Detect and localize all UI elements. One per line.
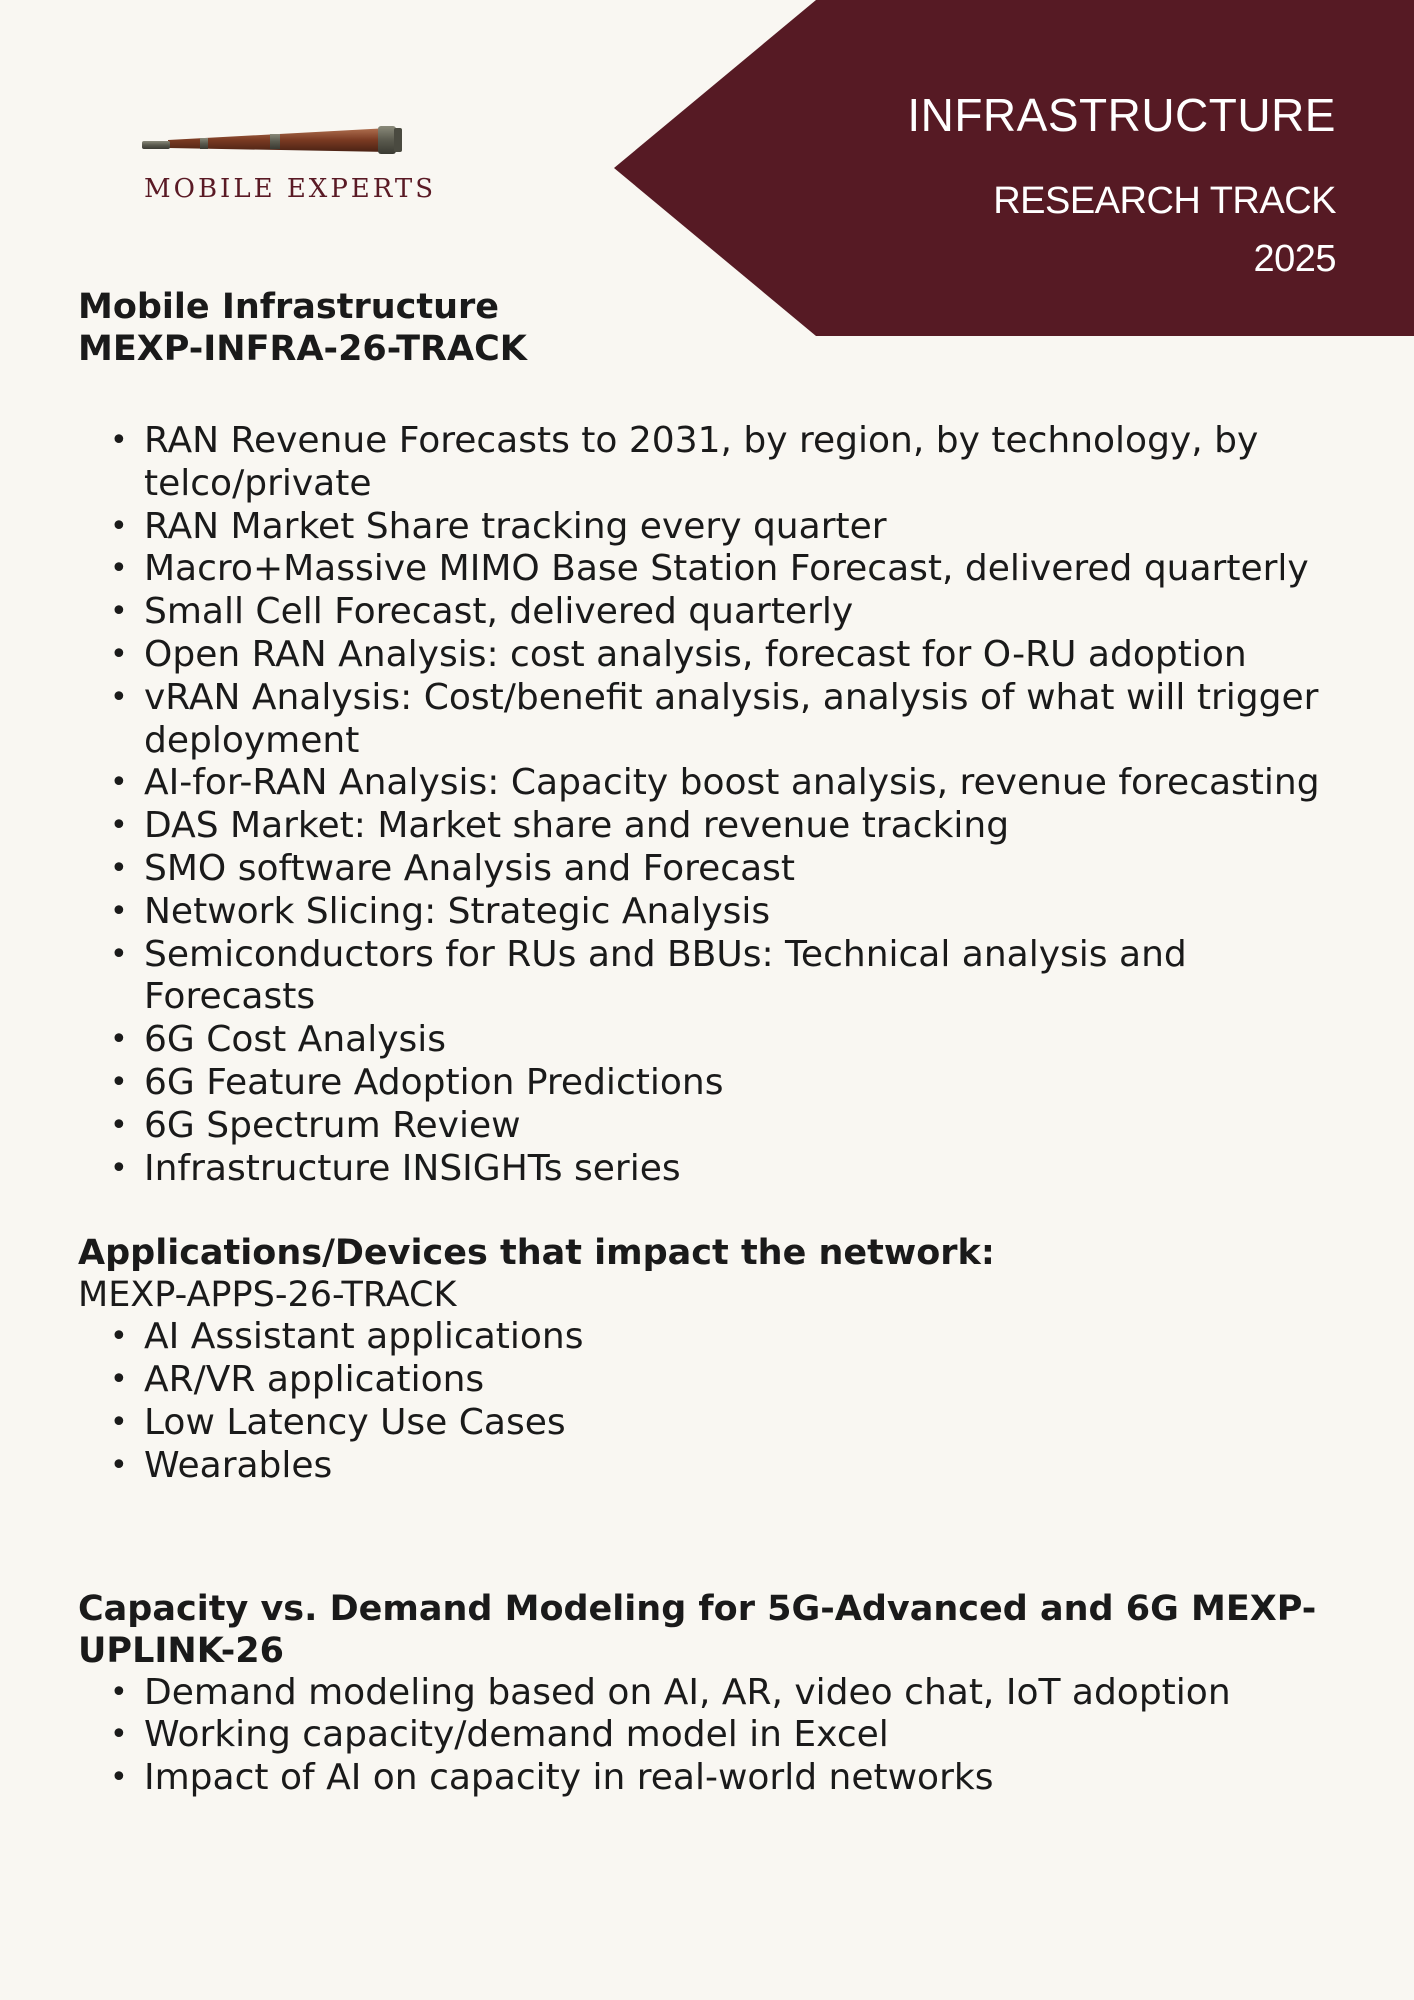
banner-title: INFRASTRUCTURE [907,89,1336,141]
logo [140,118,437,218]
list-item: • AR/VR applications [144,1359,1338,1402]
list-item: • AI Assistant applications [144,1316,1338,1359]
list-item: • 6G Feature Adoption Predictions [144,1062,1338,1105]
list-item: • Working capacity/demand model in Excel [144,1714,1338,1757]
bullet-list [78,1316,1338,1487]
list-item: • Demand modeling based on AI, AR, video chat, IoT adoption [144,1672,1338,1715]
list-item: • Impact of AI on capacity in real-world networks [144,1757,1338,1800]
section-code: MEXP-INFRA-26-TRACK [78,329,527,369]
logo-text: MOBILE EXPERTS [144,174,437,204]
list-item: • vRAN Analysis: Cost/benefit analysis, analysis of what will trigger deployment [144,677,1338,763]
list-item: • Open RAN Analysis: cost analysis, forecast for O-RU adoption [144,634,1338,677]
section-title: Mobile Infrastructure [78,287,500,327]
bullet-list [78,1672,1338,1800]
bullet-list [78,420,1338,1190]
section-code: MEXP-APPS-26-TRACK [78,1275,457,1316]
list-item: • Wearables [144,1445,1338,1488]
section-capacity-demand [78,1588,1338,1800]
list-item: • 6G Spectrum Review [144,1105,1338,1148]
list-item: • Network Slicing: Strategic Analysis [144,891,1338,934]
list-item: • Semiconductors for RUs and BBUs: Technical analysis and Forecasts [144,934,1338,1020]
list-item: • Infrastructure INSIGHTs series [144,1148,1338,1191]
list-item: • RAN Market Share tracking every quarter [144,506,1338,549]
list-item: • AI-for-RAN Analysis: Capacity boost analysis, revenue forecasting [144,762,1338,805]
section-title: Capacity vs. Demand Modeling for 5G-Advanced and 6G MEXP-UPLINK-26 [78,1588,1317,1671]
main-content [78,286,1338,1800]
banner-subtitle: RESEARCH TRACK [993,180,1336,222]
banner-year: 2025 [1253,238,1336,280]
list-item: • Small Cell Forecast, delivered quarterly [144,591,1338,634]
section-applications-devices [78,1232,1338,1487]
section-title: Applications/Devices that impact the network: [78,1233,995,1274]
list-item: • DAS Market: Market share and revenue tracking [144,805,1338,848]
list-item: • SMO software Analysis and Forecast [144,848,1338,891]
section-mobile-infrastructure [78,286,1338,1190]
list-item: • Low Latency Use Cases [144,1402,1338,1445]
list-item: • Macro+Massive MIMO Base Station Forecast, delivered quarterly [144,548,1338,591]
telescope-icon [140,118,430,168]
list-item: • RAN Revenue Forecasts to 2031, by region, by technology, by telco/private [144,420,1338,506]
list-item: • 6G Cost Analysis [144,1019,1338,1062]
